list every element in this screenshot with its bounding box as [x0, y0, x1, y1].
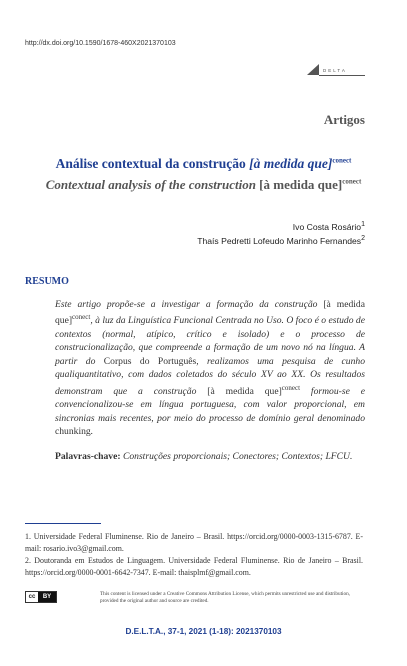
title-en-main: Contextual analysis of the construction — [45, 177, 260, 192]
abstract-construction: [à medida que] — [207, 385, 282, 397]
logo-underline — [319, 75, 365, 76]
by-icon: BY — [38, 592, 56, 602]
title-pt-sup: conect — [332, 156, 352, 165]
title-pt-construction: [à medida que] — [249, 156, 333, 171]
footnote-divider — [25, 523, 101, 524]
abstract-corpus: Corpus do Português — [103, 355, 197, 367]
doi-link[interactable]: http://dx.doi.org/10.1590/1678-460X2021370103 — [25, 40, 176, 47]
keywords-value: Construções proporcionais; Conectores; Contextos; LFCU. — [120, 451, 353, 462]
abstract-sup: conect — [281, 383, 301, 392]
title-en-sup: conect — [342, 177, 362, 186]
author-1 — [293, 221, 365, 232]
keywords-label: Palavras-chave: — [55, 451, 121, 462]
license-text: This content is licensed under a Creative Commons Attribution License, which permits unrestricted use and distribution, provided the original author and source are credited. — [100, 591, 350, 604]
abstract-part: formou-se e convencionalizou-se em língua portuguesa, com valor proporcional, em sincronias mais recentes, por meio do processo de domínio geral denominado — [55, 385, 365, 424]
title-en-construction: [à medida que] — [259, 177, 343, 192]
delta-logo — [307, 64, 365, 78]
author-note: 1 — [361, 221, 365, 228]
abstract-part: , realizamos uma pesquisa de cunho qualiquantitativo, com dados coletados do século XV ao XX. Os resultados demonstram que a construção — [55, 355, 365, 397]
article-title-en — [0, 177, 407, 193]
cc-by-badge[interactable] — [25, 591, 57, 603]
logo-text: DELTA — [323, 68, 347, 73]
author-name: Ivo Costa Rosário — [292, 221, 362, 232]
title-pt-main: Análise contextual da construção — [55, 156, 250, 171]
triangle-icon — [307, 64, 319, 75]
abstract-sup: conect — [72, 313, 91, 322]
abstract-part: . — [90, 426, 94, 438]
abstract-part: , à luz da Linguística Funcional Centrada no Uso. O foco é o estudo de contextos (normal, atípico, crítico e isolado) e o processo de construcionalização, que compreende a formação de um novo nó na língua. A partir do — [55, 315, 365, 367]
abstract-part: Este artigo propõe-se a investigar a formação da construção — [55, 299, 324, 310]
abstract-heading: RESUMO — [25, 276, 69, 287]
abstract-text — [55, 298, 365, 438]
keywords — [55, 450, 365, 463]
footnote-1: 1. Universidade Federal Fluminense. Rio de Janeiro – Brasil. https://orcid.org/0000-0003-1315-6787. E-mail: rosario.ivo3@gmail.com. — [25, 532, 363, 553]
abstract-construction: [à medida que] — [55, 299, 365, 327]
footnote-2: 2. Doutoranda em Estudos de Linguagem. Universidade Federal Fluminense. Rio de Janeiro – Brasil. https://orcid.org/0000-0001-6642-7347. E-mail: thaisplmf@gmail.com. — [25, 556, 363, 577]
author-2 — [197, 235, 365, 246]
journal-footer: D.E.L.T.A., 37-1, 2021 (1-18): 2021370103 — [125, 627, 282, 636]
abstract-chunking: chunking — [55, 426, 91, 438]
author-note: 2 — [361, 235, 365, 242]
cc-icon: cc — [28, 594, 36, 600]
author-name: Thaís Pedretti Lofeudo Marinho Fernandes — [197, 235, 362, 246]
section-label: Artigos — [323, 112, 365, 127]
article-title-pt — [0, 156, 407, 172]
